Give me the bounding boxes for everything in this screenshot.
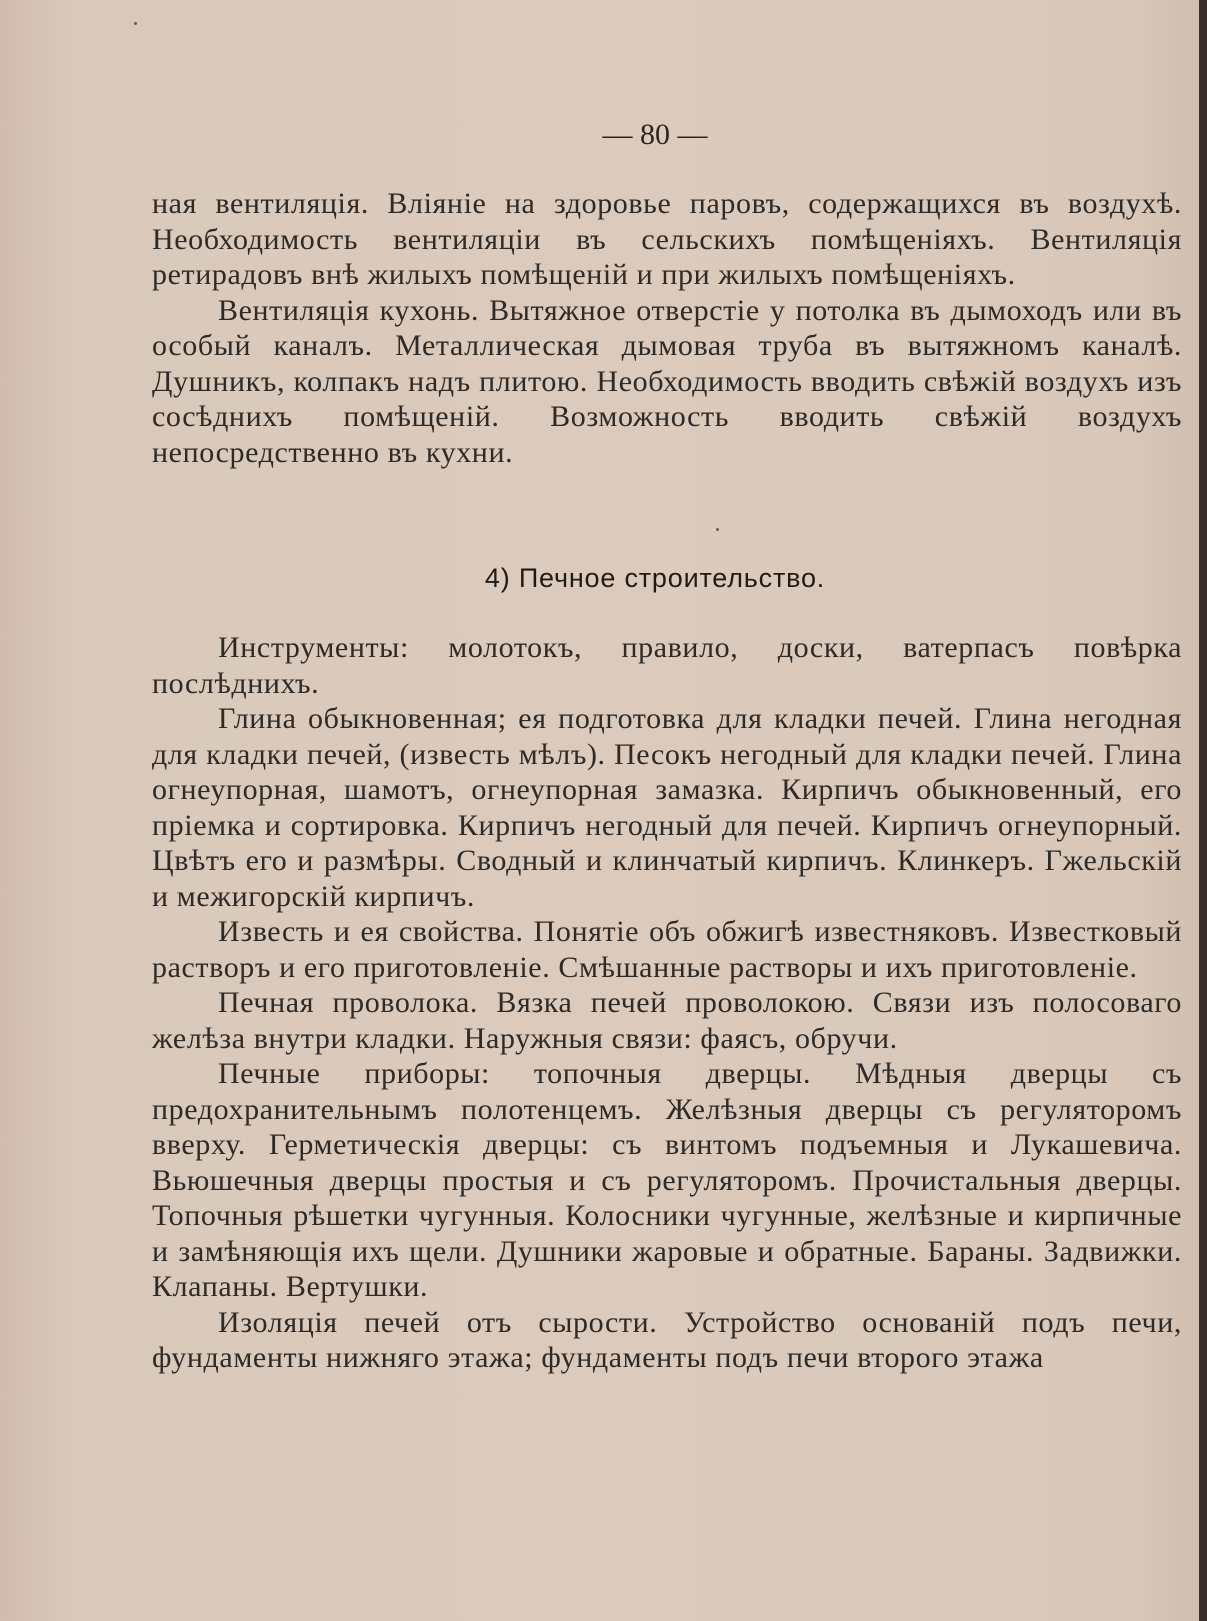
paper-speck: [134, 22, 137, 25]
page-number: — 80 —: [602, 118, 708, 151]
paragraph: Известь и ея свойства. Понятіе объ обжигѣ известняковъ. Известковый растворъ и его приготовленіе. Смѣшанные растворы и ихъ приготовленіе.: [152, 915, 1182, 984]
paper-speck: [716, 528, 719, 531]
section-heading: 4) Печное строительство.: [484, 563, 826, 593]
paragraph: Вентиляція кухонь. Вытяжное отверстіе у потолка въ дымоходъ или въ особый каналъ. Металлическая дымовая труба въ вытяжномъ каналѣ. Душникъ, колпакъ надъ плитою. Необходимость вводить свѣжій воздухъ изъ сосѣднихъ помѣщеній. Возможность вводить свѣжій воздухъ непосредственно въ кухни.: [152, 293, 1182, 469]
paragraph: Печная проволока. Вязка печей проволокою. Связи изъ полосоваго желѣза внутри кладки. Наружныя связи: фаясъ, обручи.: [152, 986, 1182, 1055]
paragraph: Глина обыкновенная; ея подготовка для кладки печей. Глина негодная для кладки печей, (известь мѣлъ). Песокъ негодный для кладки печей. Глина огнеупорная, шамотъ, огнеупорная замазка. Кирпичъ обыкновенный, его пріемка и сортировка. Кирпичъ негодный для печей. Кирпичъ огнеупорный. Цвѣтъ его и размѣры. Сводный и клинчатый кирпичъ. Клинкеръ. Гжельскій и межигорскій кирпичъ.: [152, 702, 1182, 913]
page-edge-shadow: [1199, 0, 1207, 1621]
paragraph: ная вентиляція. Вліяніе на здоровье паровъ, содержащихся въ воздухѣ. Необходимость вентиляціи въ сельскихъ помѣщеніяхъ. Вентиляція ретирадовъ внѣ жилыхъ помѣщеній и при жилыхъ помѣщеніяхъ.: [152, 187, 1182, 291]
paragraph: Изоляція печей отъ сырости. Устройство основаній подъ печи, фундаменты нижняго этажа; фундаменты подъ печи второго этажа: [152, 1305, 1182, 1374]
paragraph: Инструменты: молотокъ, правило, доски, ватерпасъ повѣрка послѣднихъ.: [152, 631, 1182, 700]
paragraph: Печные приборы: топочныя дверцы. Мѣдныя дверцы съ предохранительнымъ полотенцемъ. Желѣзныя дверцы съ регуляторомъ вверху. Герметическія дверцы: съ винтомъ подъемныя и Лукашевича. Вьюшечныя дверцы простыя и съ регуляторомъ. Прочистальныя дверцы. Топочныя рѣшетки чугунныя. Колосники чугунные, желѣзные и кирпичные и замѣняющія ихъ щели. Душники жаровые и обратные. Бараны. Задвижки. Клапаны. Вертушки.: [152, 1057, 1182, 1303]
section-text: [152, 630, 1182, 1376]
continuation-text: [152, 186, 1182, 470]
